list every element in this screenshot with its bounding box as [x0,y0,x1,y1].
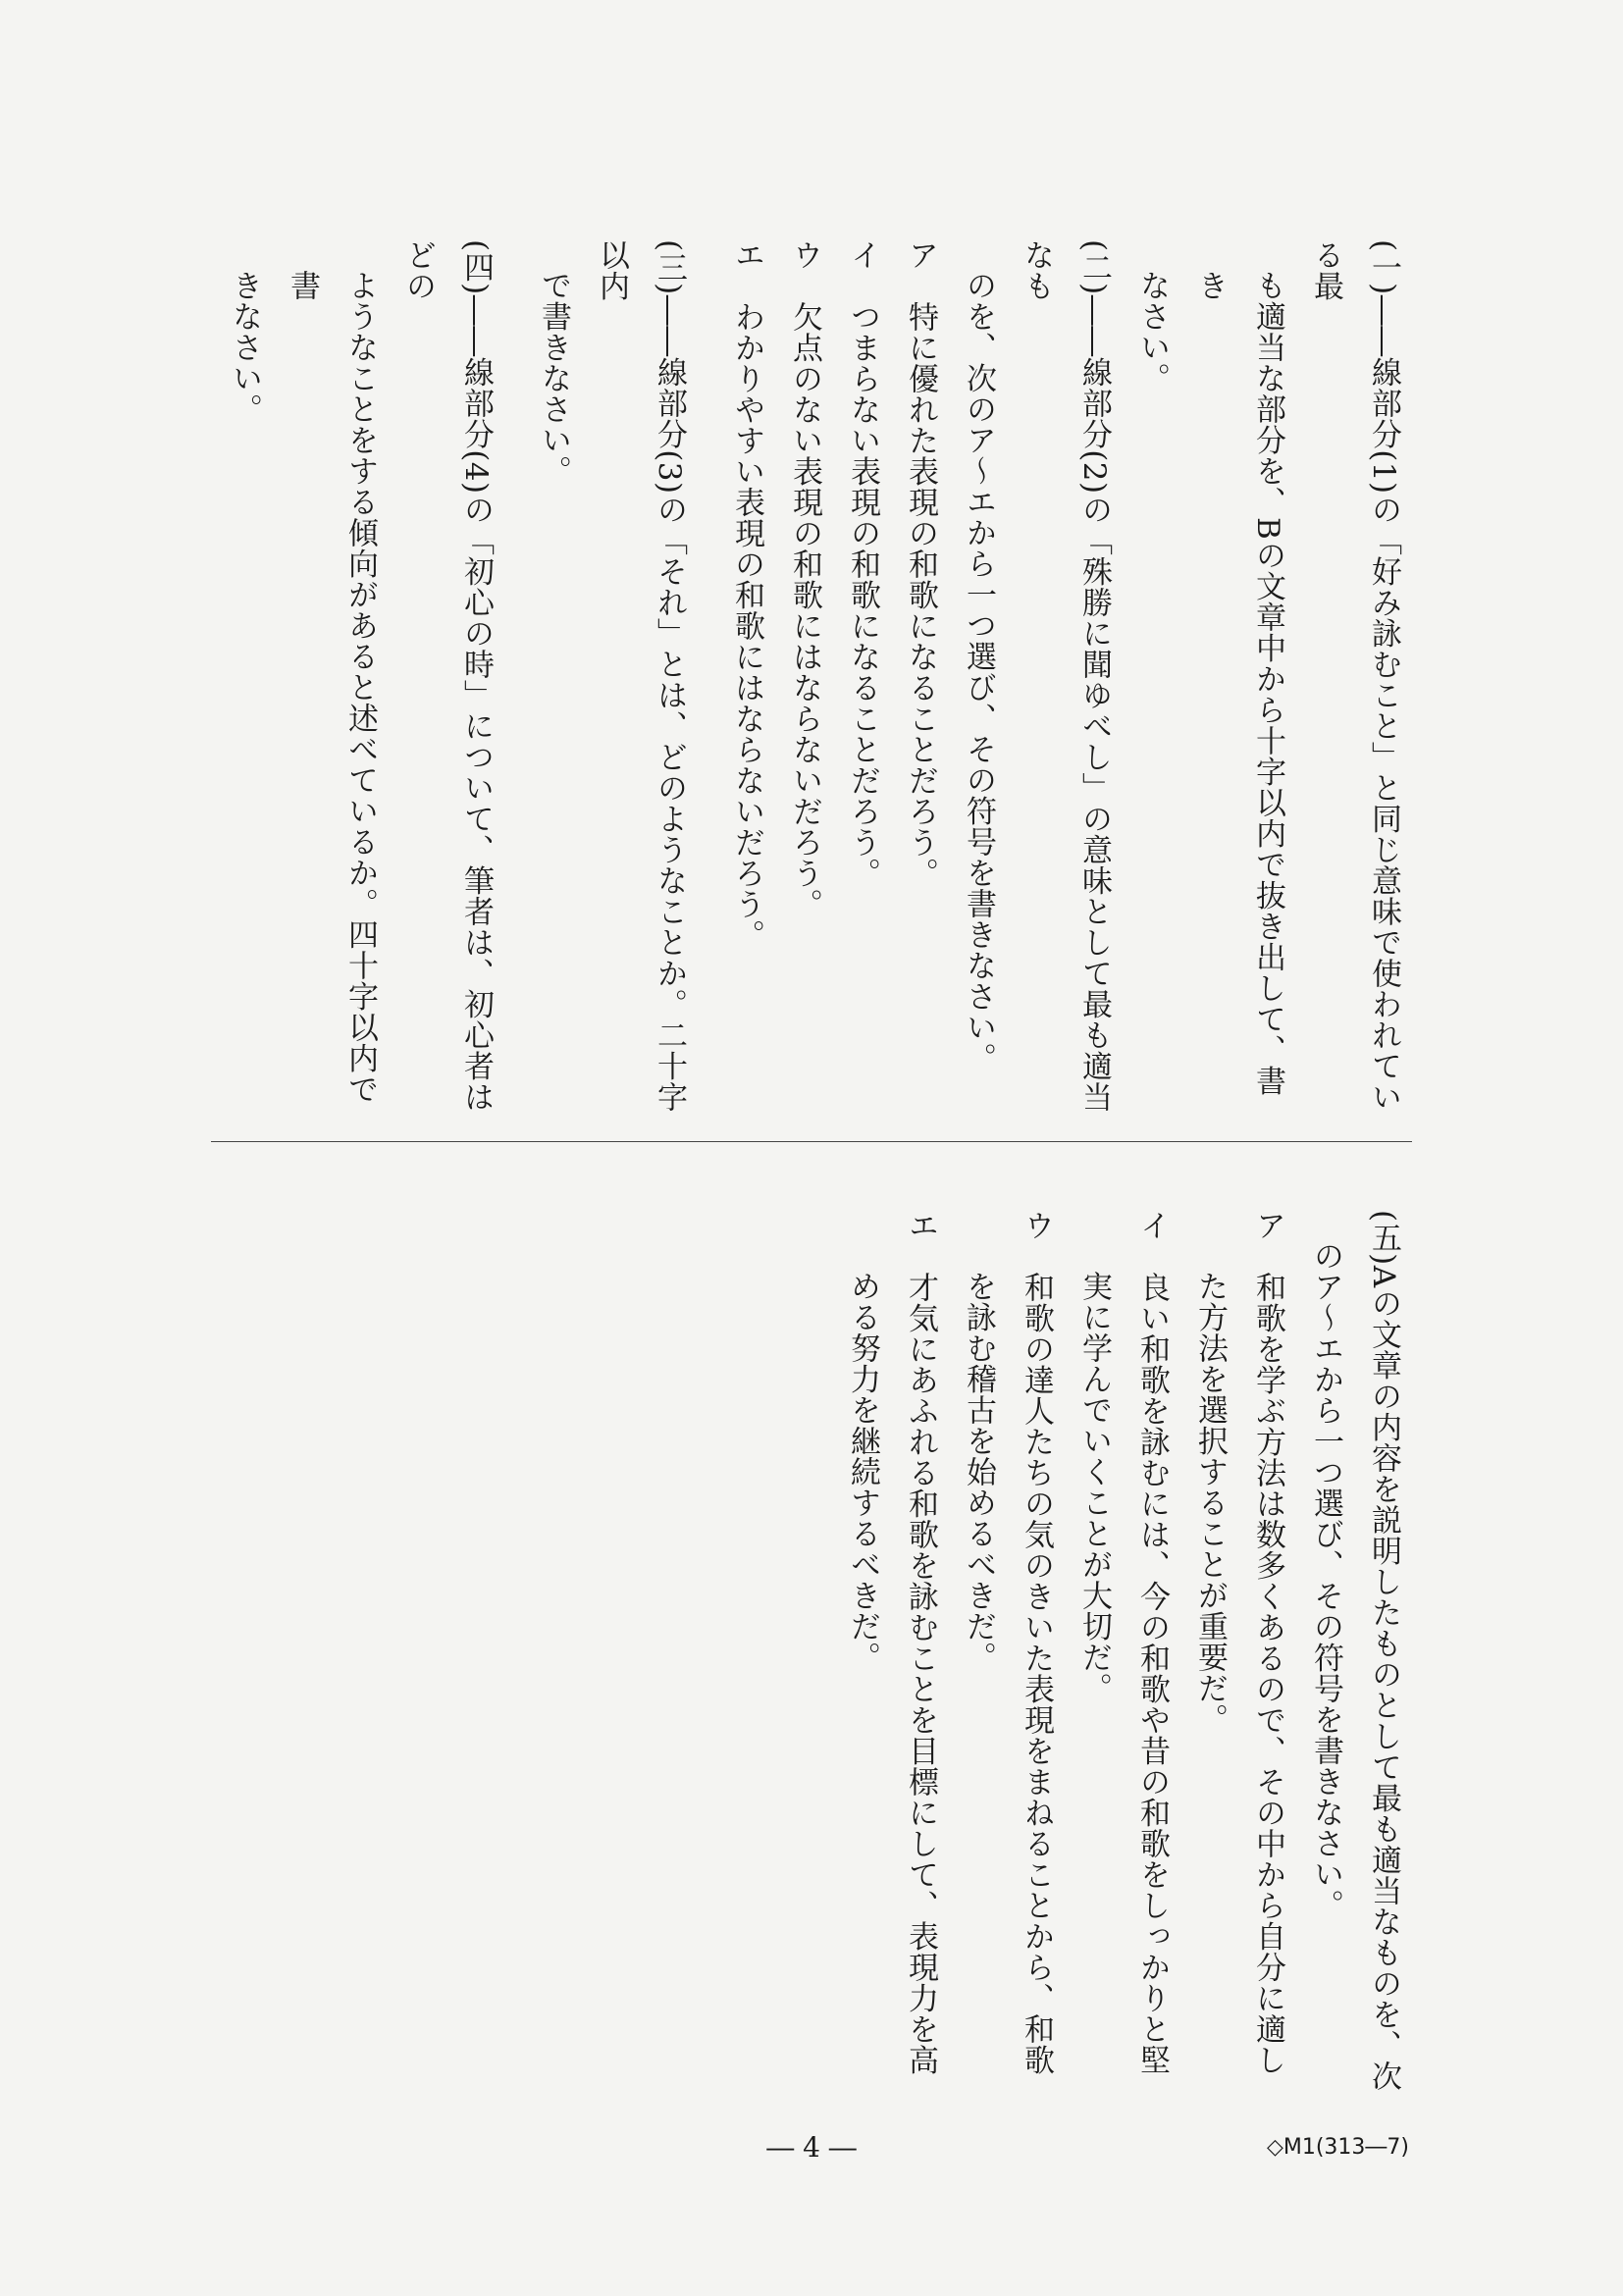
section-divider [211,1141,1412,1142]
question-number: (一) [1366,239,1401,295]
option-i: イ つまらない表現の和歌になることだろう。 [845,239,880,889]
question-number: (四) [458,239,494,295]
question-line: ――線部分(2)の「殊勝に聞ゆべし」の意味として最も適当なも [1019,239,1112,1113]
question-3 [524,239,698,1113]
question-line: のを、次のア～エから一つ選び、その符号を書きなさい。 [961,270,996,1073]
question-line: ようなことをする傾向があると述べているか。四十字以内で書 [285,270,378,1105]
question-line: も適当な部分を、Bの文章中から十字以内で抜き出して、書き [1192,270,1285,1097]
question-4 [215,239,504,1113]
option-i-cont: 実に学んでいくことが大切だ。 [1076,1271,1112,1703]
question-line: で書きなさい。 [536,270,571,487]
question-line: きなさい。 [227,270,262,425]
question-line: のア～エから一つ選び、その符号を書きなさい。 [1308,1240,1343,1920]
option-u: ウ 和歌の達人たちの気のきいた表現をまねることから、和歌 [1019,1210,1054,2075]
upper-questions [195,239,1412,1113]
question-line: Aの文章の内容を説明したものとして最も適当なものを、次 [1366,1265,1401,2092]
question-1 [1123,239,1412,1113]
question-2 [717,239,1123,1113]
option-i: イ 良い和歌を詠むには、今の和歌や昔の和歌をしっかりと堅 [1134,1210,1170,2075]
option-u: ウ 欠点のない表現の和歌にはならないだろう。 [787,239,822,919]
option-u-cont: を詠む稽古を始めるべきだ。 [961,1271,996,1673]
page-code: ◇M1(313―7) [1266,2135,1409,2160]
question-number: (二) [1076,239,1112,295]
question-number: (三) [652,239,687,295]
question-line: ――線部分(3)の「それ」とは、どのようなことか。二十字以内 [594,239,687,1113]
question-line: ――線部分(1)の「好み詠むこと」と同じ意味で使われている最 [1308,239,1401,1113]
option-a-cont: た方法を選択することが重要だ。 [1192,1271,1228,1735]
question-line: ――線部分(4)の「初心の時」について、筆者は、初心者はどの [400,239,494,1113]
option-e-cont: める努力を継続するべきだ。 [845,1271,880,1673]
option-e: エ わかりやすい表現の和歌にはならないだろう。 [729,239,764,951]
option-a: ア 特に優れた表現の和歌になることだろう。 [903,239,938,889]
question-5 [833,1210,1412,2181]
question-number: (五) [1366,1210,1401,1266]
option-e: エ 才気にあふれる和歌を詠むことを目標にして、表現力を高 [903,1210,938,2075]
question-line: なさい。 [1134,270,1170,393]
option-a: ア 和歌を学ぶ方法は数多くあるので、その中から自分に適し [1250,1210,1285,2075]
page-number: ― 4 ― [766,2131,857,2164]
lower-questions [833,1210,1412,2181]
